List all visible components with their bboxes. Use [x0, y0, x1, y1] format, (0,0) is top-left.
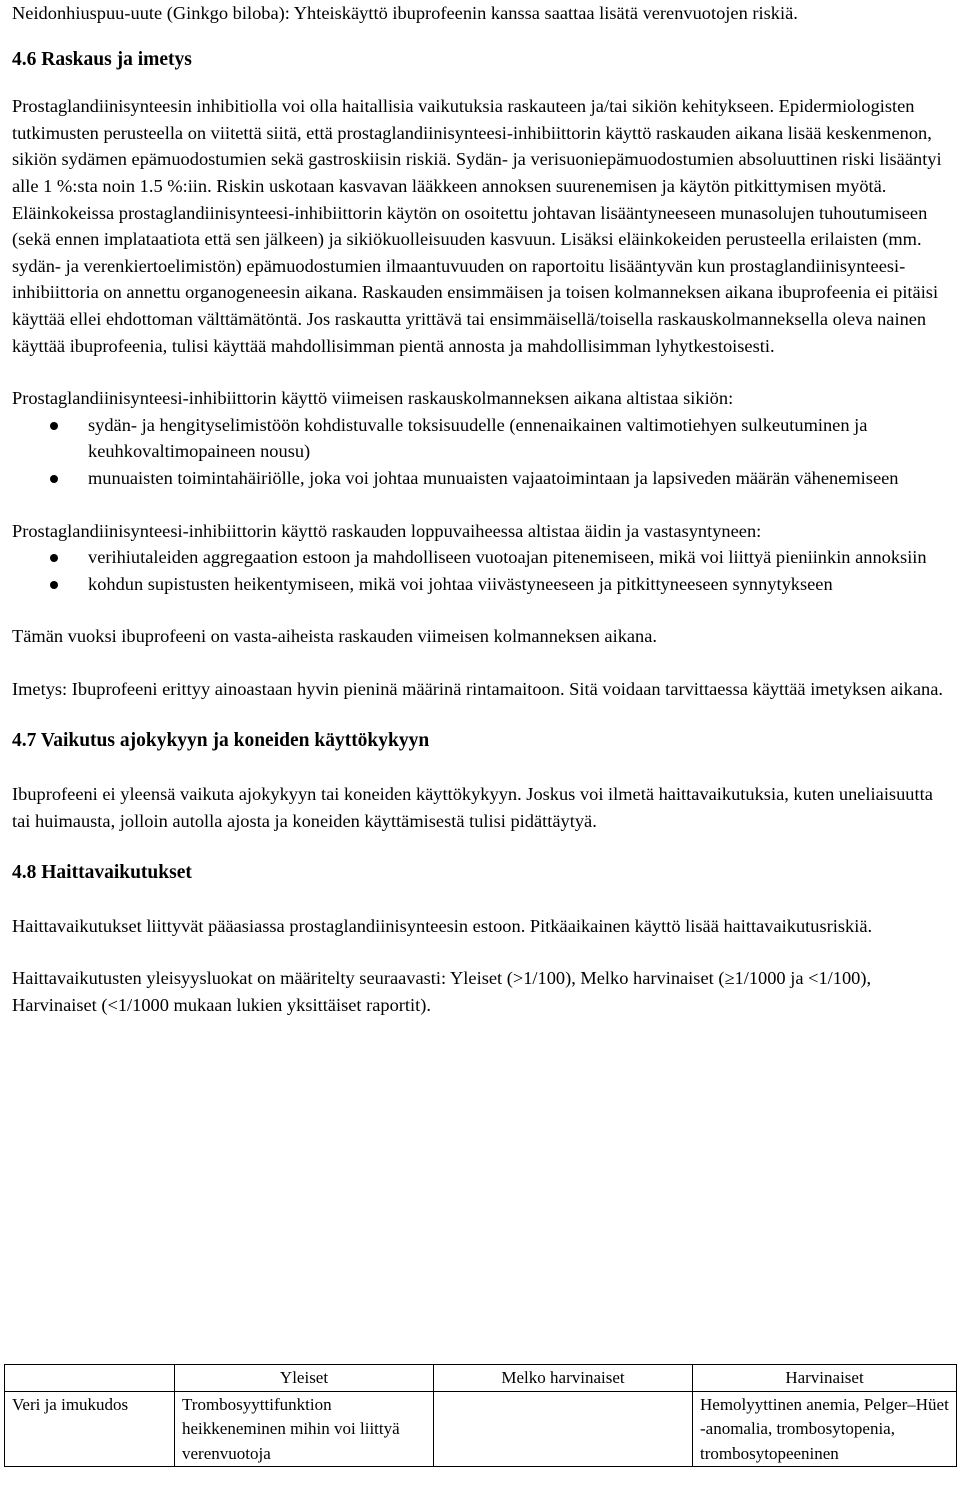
paragraph-aiti-intro: Prostaglandiinisynteesi-inhibiittorin käyttö raskauden loppuvaiheessa altistaa äidin ja vastasyntyneen:: [12, 520, 762, 541]
paragraph-raskaus: Prostaglandiinisynteesin inhibitiolla voi olla haitallisia vaikutuksia raskauteen ja/tai sikiön kehitykseen. Epidermiologisten tutkimusten perusteella on viitettä siitä, että prostaglandiinisynteesi-inhibiittorin käyttö raskauden aikana lisää keskenmenon, sikiön sydämen epämuodostumien sekä gastroskiisin riskiä. Sydän- ja verisuoniepämuodostumien absoluuttinen riski lisääntyi alle 1 %:sta noin 1.5 %:iin. Riskin uskotaan kasvavan lääkkeen annoksen suurenemisen ja käytön pitkittymisen myötä. Eläinkokeissa prostaglandiinisynteesi-inhibiittorin käytön on osoitettu johtavan lisääntyneeseen munasolujen tuhoutumiseen (sekä ennen implataatiota että sen jälkeen) ja sikiökuolleisuuden kasvuun. Lisäksi eläinkokeiden perusteella erilaisten (mm. sydän- ja verenkiertoelimistön) epämuodostumien ilmaantuvuuden on raportoitu lisääntyvän kun prostaglandiinisynteesi-inhibiittoria on annettu organogeneesin aikana. Raskauden ensimmäisen ja toisen kolmanneksen aikana ibuprofeenia ei pitäisi käyttää ellei ehdottoman välttämätöntä. Jos raskautta yrittävä tai ensimmäisellä/toisella raskauskolmanneksella oleva nainen käyttää ibuprofeenia, tulisi käyttää mahdollisimman pientä annosta ja mahdollisimman lyhytkestoisesti.: [12, 96, 942, 356]
sikio-bullet-list: [12, 412, 947, 492]
list-item: [12, 544, 947, 571]
list-item-text: munuaisten toimintahäiriölle, joka voi johtaa munuaisten vajaatoimintaan ja lapsiveden määrän vähenemiseen: [88, 467, 899, 488]
table-header-yleiset: Yleiset: [175, 1365, 434, 1392]
list-item-text: verihiutaleiden aggregaation estoon ja mahdolliseen vuotoajan pitenemiseen, mikä voi liittyä pieniinkin annoksiin: [88, 547, 927, 568]
paragraph-haittavaikutukset: Haittavaikutukset liittyvät pääasiassa prostaglandiinisynteesin estoon. Pitkäaikainen käyttö lisää haittavaikutusriskiä.: [12, 915, 873, 936]
bullet-icon: [50, 475, 58, 483]
bullet-icon: [50, 422, 58, 430]
list-item-text: kohdun supistusten heikentymiseen, mikä voi johtaa viivästyneeseen ja pitkittyneeseen synnytykseen: [88, 573, 833, 594]
paragraph-yleisyysluokat: Haittavaikutusten yleisyysluokat on määritelty seuraavasti: Yleiset (>1/100), Melko harvinaiset (≥1/1000 ja <1/100), Harvinaiset (<1/1000 mukaan lukien yksittäiset raportit).: [12, 968, 872, 1016]
list-item-text: sydän- ja hengityselimistöön kohdistuvalle toksisuudelle (ennenaikainen valtimotiehyen sulkeutuminen ja keuhkovaltimopaineen nousu): [88, 414, 868, 462]
adverse-effects-table: [4, 1364, 957, 1467]
paragraph-ginkgo: Neidonhiuspuu-uute (Ginkgo biloba): Yhteiskäyttö ibuprofeenin kanssa saattaa lisätä verenvuotojen riskiä.: [12, 3, 798, 23]
heading-4-6: 4.6 Raskaus ja imetys: [12, 48, 192, 70]
paragraph-sikio-intro: Prostaglandiinisynteesi-inhibiittorin käyttö viimeisen raskauskolmanneksen aikana altistaa sikiön:: [12, 388, 734, 409]
paragraph-imetys: Imetys: Ibuprofeeni erittyy ainoastaan hyvin pieninä määrinä rintamaitoon. Sitä voidaan tarvittaessa käyttää imetyksen aikana.: [12, 678, 943, 699]
aiti-bullet-list: [12, 544, 947, 597]
table-header-row: [5, 1365, 957, 1392]
table-cell-melko: [434, 1391, 693, 1467]
paragraph-vasta-aiheinen: Tämän vuoksi ibuprofeeni on vasta-aiheista raskauden viimeisen kolmanneksen aikana.: [12, 626, 658, 647]
table-header-empty: [5, 1365, 175, 1392]
table-cell-harvinaiset: Hemolyyttinen anemia, Pelger–Hüet -anomalia, trombosytopenia, trombosytopeeninen: [693, 1391, 957, 1467]
table-header-melko-harvinaiset: Melko harvinaiset: [434, 1365, 693, 1392]
document-page: [12, 0, 947, 1019]
heading-4-8: 4.8 Haittavaikutukset: [12, 862, 192, 884]
list-item: [12, 571, 947, 598]
heading-4-7: 4.7 Vaikutus ajokykyyn ja koneiden käyttökykyyn: [12, 730, 430, 752]
table-row: [5, 1391, 957, 1467]
paragraph-ajokyky: Ibuprofeeni ei yleensä vaikuta ajokykyyn tai koneiden käyttökykyyn. Joskus voi ilmetä haittavaikutuksia, kuten uneliaisuutta tai huimausta, jolloin autolla ajosta ja koneiden käyttämisestä tulisi pidättäytyä.: [12, 784, 933, 831]
table-header-harvinaiset: Harvinaiset: [693, 1365, 957, 1392]
bullet-icon: [50, 554, 58, 562]
list-item: [12, 465, 947, 492]
table-cell-yleiset: Trombosyyttifunktion heikkeneminen mihin voi liittyä verenvuotoja: [175, 1391, 434, 1467]
table-cell-label: Veri ja imukudos: [5, 1391, 175, 1467]
list-item: [12, 412, 947, 465]
bullet-icon: [50, 581, 58, 589]
